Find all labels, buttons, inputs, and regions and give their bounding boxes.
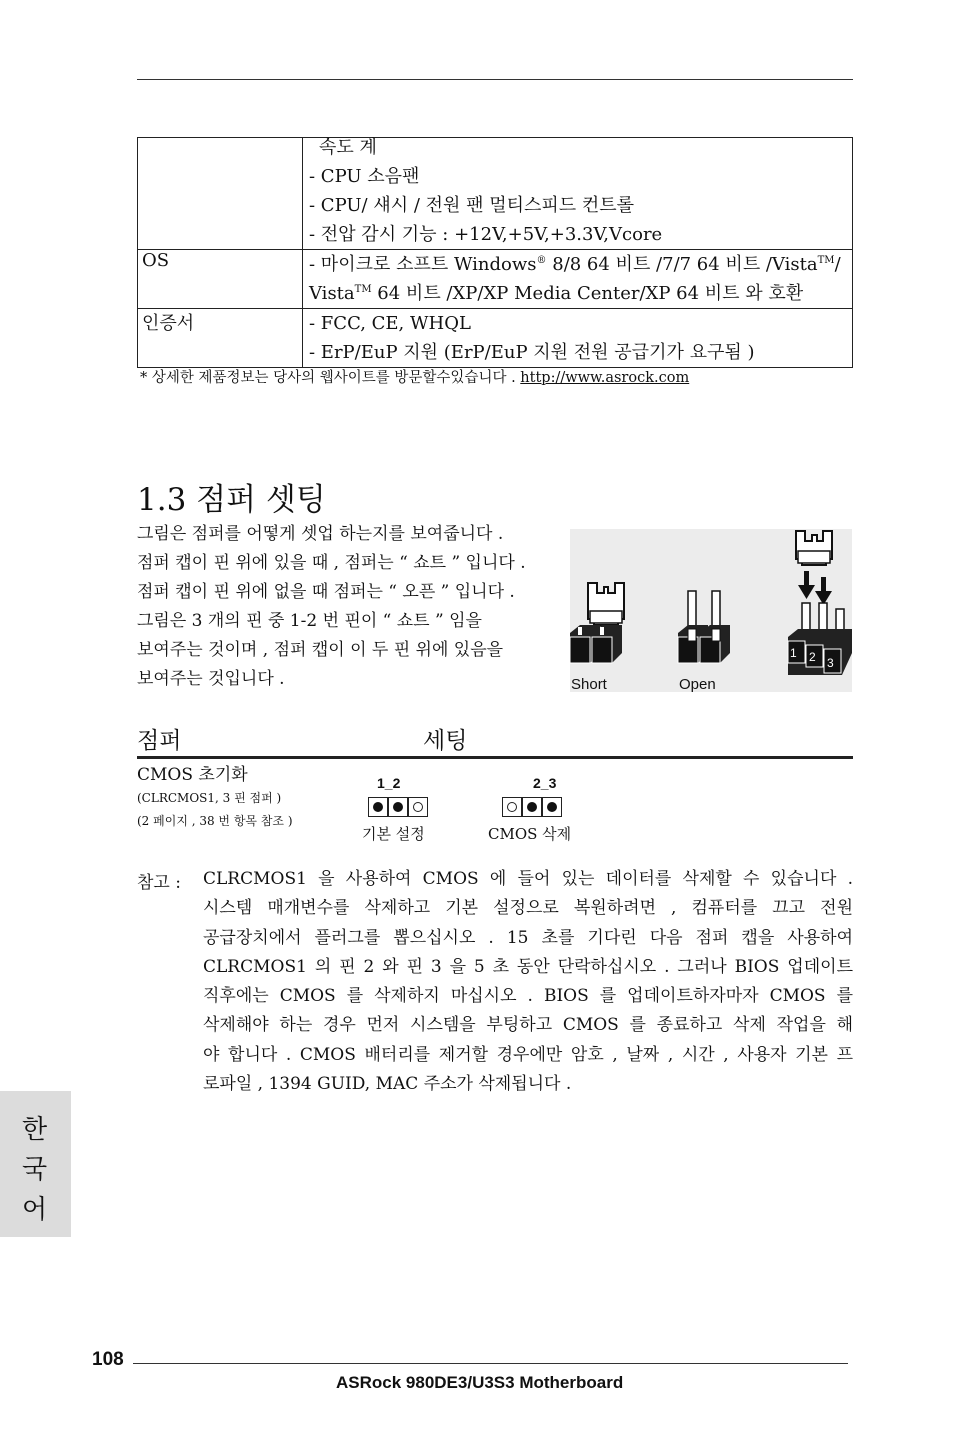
intro-line: 그림은 3 개의 핀 중 1-2 번 핀이 “ 쇼트 ” 임을 — [137, 611, 482, 631]
spec-line: 속도 계 — [319, 137, 377, 158]
spec-key — [138, 138, 303, 250]
intro-line: 보여주는 것입니다 . — [137, 669, 285, 689]
os-text: 64 비트 /XP/XP Media Center/XP 64 비트 와 호환 — [371, 283, 804, 304]
note-line: 시스템 매개변수를 삭제하고 기본 설정으로 복원하려면 , 컴퓨터를 끄고 전원 — [203, 898, 853, 919]
note-line: 삭제해야 하는 경우 먼저 시스템을 부팅하고 CMOS 를 종료하고 삭제 작업을 해 — [203, 1015, 853, 1036]
os-text: / — [834, 254, 841, 275]
pin-number: 3 — [827, 656, 834, 670]
open-label: Open — [679, 676, 716, 692]
cmos-reference: (2 페이지 , 38 번 항목 참조 ) — [137, 814, 293, 828]
default-caption: 기본 설정 — [362, 825, 425, 843]
filled-pin-icon — [393, 802, 403, 812]
filled-pin-icon — [373, 802, 383, 812]
pin-number: 2 — [809, 650, 816, 664]
intro-line: 점퍼 캡이 핀 위에 있을 때 , 점퍼는 “ 쇼트 ” 입니다 . — [137, 553, 526, 573]
spec-value — [303, 250, 853, 309]
pin — [542, 797, 562, 817]
note-line: 로파일 , 1394 GUID, MAC 주소가 삭제됩니다 . — [203, 1074, 572, 1095]
note-line: 공급장치에서 플러그를 뽑으십시오 . 15 초를 기다린 다음 점퍼 캡을 사용하여 — [203, 927, 853, 948]
pins-1-2-label: 1_2 — [377, 775, 401, 791]
intro-line: 그림은 점퍼를 어떻게 셋업 하는지를 보여줍니다 . — [137, 524, 504, 544]
spec-line: - CPU/ 섀시 / 전원 팬 멀티스피드 컨트롤 — [309, 195, 635, 216]
spec-row-monitor — [138, 138, 853, 250]
note-line: CLRCMOS1 의 핀 2 와 핀 3 을 5 초 동안 단락하십시오 . 그러나 BIOS 업데이트 — [203, 956, 853, 977]
footnote-text: * 상세한 제품정보는 당사의 웹사이트를 방문할수있습니다 . — [140, 370, 521, 386]
note-line: 직후에는 CMOS 를 삭제하지 마십시오 . BIOS 를 업데이트하자마자 CMOS 를 — [203, 986, 853, 1007]
short-label: Short — [571, 676, 607, 692]
header-rule — [137, 79, 853, 80]
spec-row-cert — [138, 309, 853, 368]
intro-text — [137, 520, 526, 694]
spec-key: 인증서 — [138, 309, 303, 368]
spec-row-os — [138, 250, 853, 309]
spec-line: - FCC, CE, WHQL — [309, 313, 471, 334]
os-text: - 마이크로 소프트 Windows — [309, 254, 537, 275]
note-label: 참고 : — [137, 873, 181, 893]
intro-line: 점퍼 캡이 핀 위에 없을 때 점퍼는 “ 오픈 ” 입니다 . — [137, 582, 515, 602]
section-title: 1.3 점퍼 셋팅 — [137, 482, 326, 518]
spec-line: - CPU 소음팬 — [309, 166, 420, 187]
note-line: CLRCMOS1 을 사용하여 CMOS 에 들어 있는 데이터를 삭제할 수 있습니다 . — [203, 869, 853, 889]
trademark-mark: TM — [817, 255, 835, 266]
footer-rule — [133, 1363, 848, 1364]
clear-caption: CMOS 삭제 — [488, 825, 572, 843]
spec-line: - 전압 감시 기능 : +12V,+5V,+3.3V,Vcore — [309, 224, 663, 245]
col-setting: 세팅 — [423, 728, 468, 754]
cmos-title: CMOS 초기화 — [137, 765, 248, 785]
jumper-diagram-svg — [570, 529, 852, 692]
default-setting-pins — [368, 797, 428, 819]
jumper-illustration — [570, 529, 852, 692]
pin — [388, 797, 408, 817]
footnote — [140, 366, 689, 387]
spec-table — [137, 137, 853, 368]
filled-pin-icon — [547, 802, 557, 812]
os-text: Vista — [309, 283, 355, 304]
spec-value — [303, 309, 853, 368]
pin — [522, 797, 542, 817]
os-text: 8/8 64 비트 /7/7 64 비트 /Vista — [546, 254, 818, 275]
filled-pin-icon — [527, 802, 537, 812]
note-body — [203, 865, 853, 1099]
pin-number: 1 — [790, 646, 797, 660]
pin — [408, 797, 428, 817]
spec-value — [303, 138, 853, 250]
trademark-mark: TM — [354, 284, 372, 295]
side-tab-char: 국 — [22, 1155, 48, 1185]
spec-key: OS — [138, 250, 303, 309]
note-line: 야 합니다 . CMOS 배터리를 제거할 경우에만 암호 , 날짜 , 시간 , 사용자 기본 프 — [203, 1044, 853, 1065]
registered-mark: ® — [536, 255, 547, 266]
intro-line: 보여주는 것이며 , 점퍼 캡이 이 두 핀 위에 있음을 — [137, 640, 504, 660]
language-side-tab — [0, 1091, 71, 1237]
side-tab-char: 한 — [22, 1115, 48, 1145]
website-link[interactable]: http://www.asrock.com — [520, 370, 690, 386]
clear-cmos-pins — [502, 797, 562, 819]
spec-line: - ErP/EuP 지원 (ErP/EuP 지원 전원 공급기가 요구됨 ) — [309, 342, 755, 363]
col-jumper: 점퍼 — [137, 728, 182, 754]
spec-line — [309, 279, 852, 308]
footer-product: ASRock 980DE3/U3S3 Motherboard — [336, 1373, 624, 1392]
side-tab-char: 어 — [22, 1195, 48, 1225]
open-pin-icon — [413, 802, 423, 812]
spec-line — [309, 250, 852, 279]
jumper-table-header — [137, 718, 853, 759]
cmos-subtitle: (CLRCMOS1, 3 핀 점퍼 ) — [137, 791, 282, 805]
open-pin-icon — [507, 802, 517, 812]
pin — [368, 797, 388, 817]
three-pin-jumper-graphic — [788, 531, 852, 675]
open-jumper-graphic — [678, 591, 730, 663]
short-jumper-graphic — [570, 583, 624, 663]
page-number: 108 — [92, 1349, 124, 1370]
pin — [502, 797, 522, 817]
pins-2-3-label: 2_3 — [533, 775, 557, 791]
